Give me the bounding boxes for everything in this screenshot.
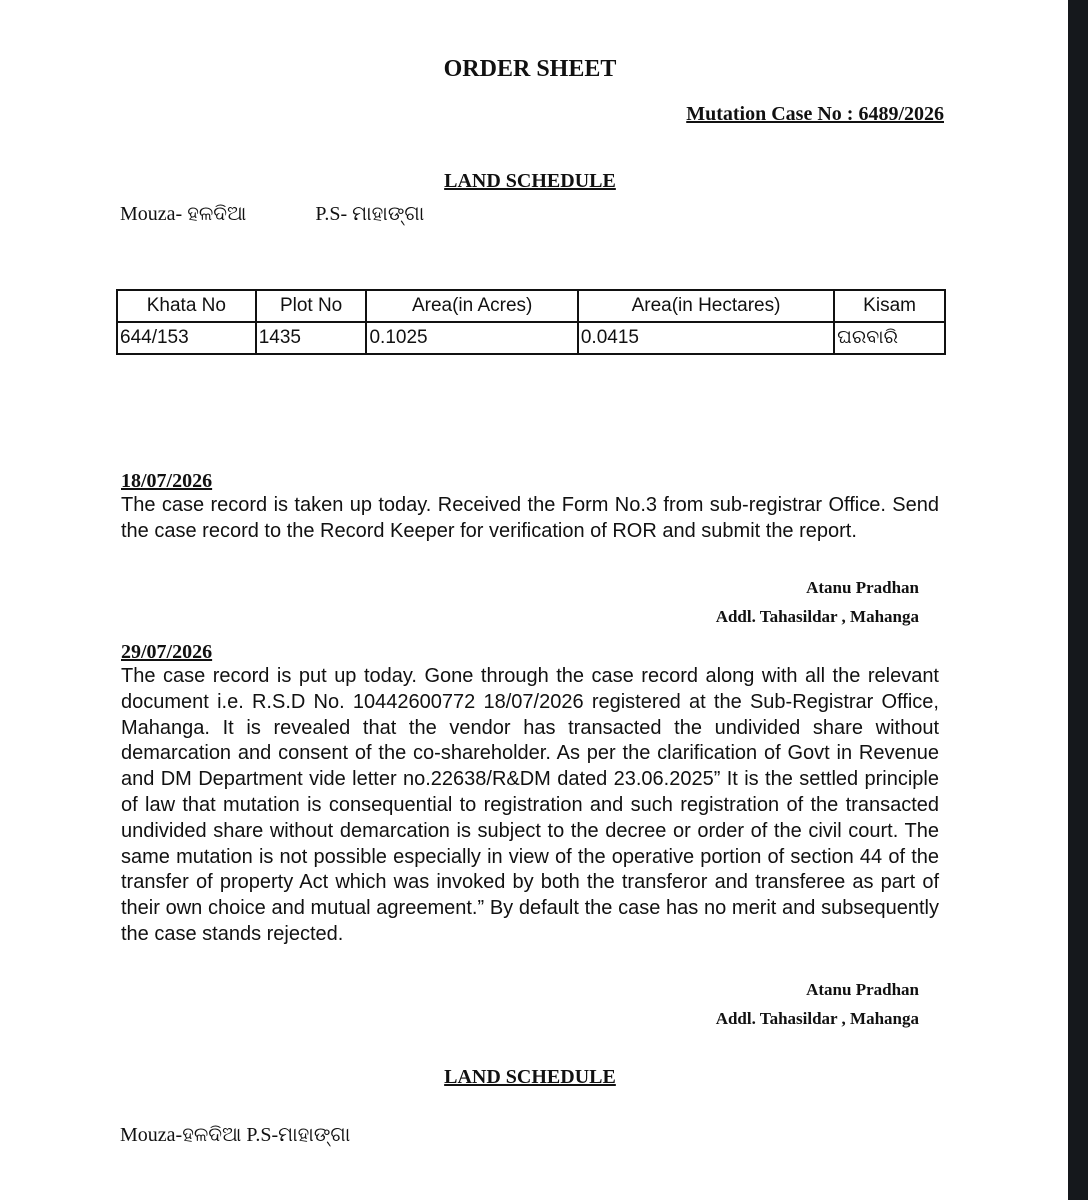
kisam-cell: ଘରବାରି (834, 322, 945, 354)
police-station-label: P.S- ମାହାଙ୍ଗା (315, 203, 425, 225)
area-hectares-cell: 0.0415 (578, 322, 834, 354)
signatory-name: Atanu Pradhan (806, 980, 919, 999)
mouza-label: Mouza- ହଳଦିଆ (120, 203, 247, 225)
land-schedule-heading: LAND SCHEDULE (444, 170, 616, 192)
column-header-area-acres: Area(in Acres) (366, 290, 577, 322)
column-header-area-hectares: Area(in Hectares) (578, 290, 834, 322)
column-header-kisam: Kisam (834, 290, 945, 322)
background-edge (1068, 0, 1088, 1200)
column-header-plot-no: Plot No (256, 290, 367, 322)
entry-text: The case record is put up today. Gone through the case record along with all the relevant document i.e. R.S.D No. 10442600772 18/07/2026 registered at the Sub-Registrar Office, Mahanga. It is revealed that the vendor has transacted the undivided share without demarcation and consent of the co-shareholder. As per the clarification of Govt in Revenue and DM Department vide letter no.22638/R&DM dated 23.06.2025” It is the settled principle of law that mutation is consequential to registration and such registration of the transacted undivided share without demarcation is subject to the decree or order of the civil court. The same mutation is not possible especially in view of the operative portion of section 44 of the transfer of property Act which was invoked by both the transferor and transferee as part of their own choice and mutual agreement.” By default the case has no merit and subsequently the case stands rejected. (121, 665, 939, 945)
signatory-name: Atanu Pradhan (806, 578, 919, 597)
signature-block (716, 573, 919, 631)
mutation-case-number: Mutation Case No : 6489/2026 (686, 103, 944, 125)
signature-block (716, 975, 919, 1033)
mouza-ps-line: Mouza-ହଳଦିଆ P.S-ମାହାଙ୍ଗା (120, 1124, 351, 1146)
table-row (117, 322, 945, 354)
area-acres-cell: 0.1025 (366, 322, 577, 354)
land-schedule-table (116, 289, 946, 355)
entry-date: 29/07/2026 (121, 641, 213, 663)
entry-text: The case record is taken up today. Received the Form No.3 from sub-registrar Office. Send the case record to the Record Keeper for verification of ROR and submit the report. (121, 494, 939, 542)
order-entry (121, 640, 939, 948)
page-title: ORDER SHEET (443, 56, 617, 82)
khata-no-cell: 644/153 (117, 322, 256, 354)
mouza-ps-line (120, 203, 424, 226)
signatory-designation: Addl. Tahasildar , Mahanga (715, 607, 919, 626)
plot-no-cell: 1435 (256, 322, 367, 354)
column-header-khata-no: Khata No (117, 290, 256, 322)
table-header-row (117, 290, 945, 322)
signatory-designation: Addl. Tahasildar , Mahanga (715, 1009, 919, 1028)
entry-date: 18/07/2026 (121, 470, 213, 492)
land-schedule-heading: LAND SCHEDULE (444, 1066, 616, 1088)
order-entry (121, 469, 939, 545)
